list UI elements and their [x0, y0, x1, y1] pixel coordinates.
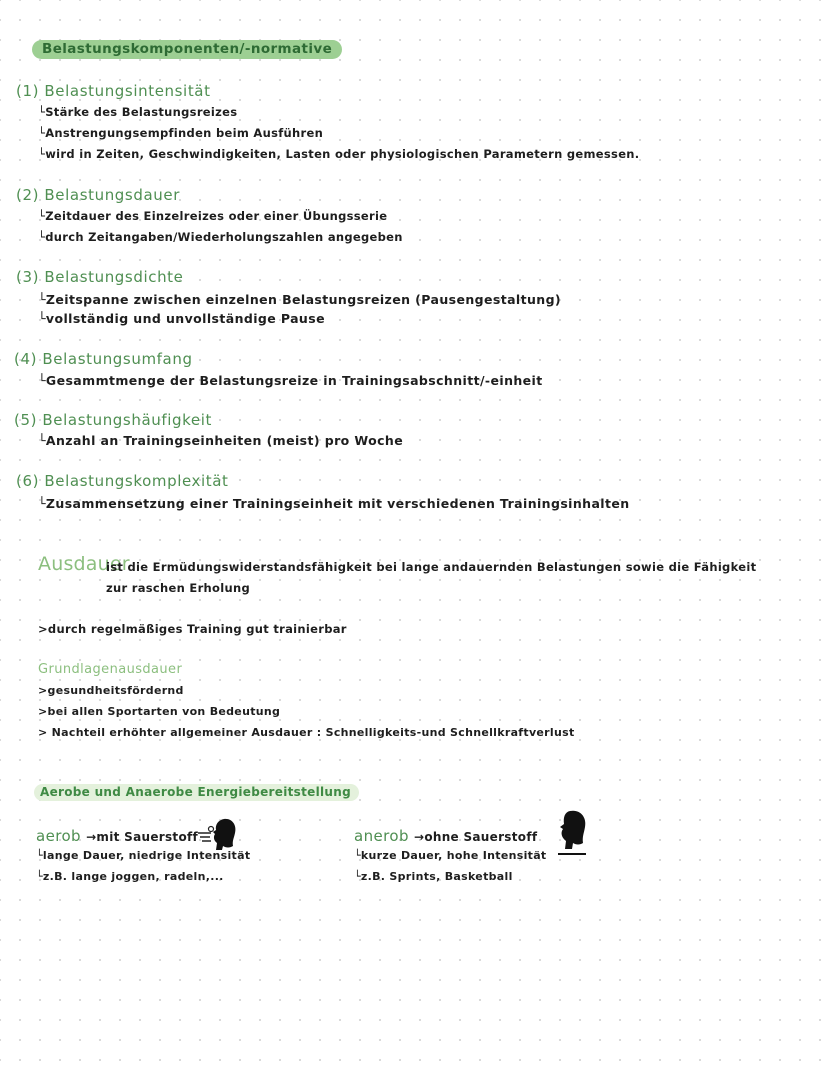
aerob-line-1: └lange Dauer, niedrige Intensität [36, 849, 251, 862]
component-3-heading: (3) Belastungsdichte [16, 268, 184, 286]
component-5-heading: (5) Belastungshäufigkeit [14, 411, 212, 429]
anaerob-line-2: └z.B. Sprints, Basketball [354, 870, 513, 883]
anaerob-heading [354, 826, 537, 845]
ausdauer-definition-line-1: ist die Ermüdungswiderstandsfähigkeit bei lange andauernden Belastungen sowie die Fähigkeit [106, 560, 757, 574]
aerob-label: aerob [36, 827, 81, 845]
component-5-line-1: └Anzahl an Trainingseinheiten (meist) pro Woche [38, 433, 404, 448]
grundlagen-item-2: >bei allen Sportarten von Bedeutung [38, 705, 281, 718]
aerob-line-2: └z.B. lange joggen, radeln,... [36, 870, 224, 883]
component-1-line-2: └Anstrengungsempfinden beim Ausführen [38, 126, 324, 140]
component-1-heading: (1) Belastungsintensität [16, 82, 211, 100]
page-title: Belastungskomponenten/-normative [32, 40, 342, 59]
grundlagen-item-3: > Nachteil erhöhter allgemeiner Ausdauer : Schnelligkeits-und Schnellkraftverlust [38, 726, 575, 739]
component-3-line-2: └vollständig und unvollständige Pause [38, 311, 325, 326]
aerob-heading [36, 826, 198, 845]
component-6-heading: (6) Belastungskomplexität [16, 472, 229, 490]
breathing-face-icon [196, 813, 240, 857]
component-2-line-1: └Zeitdauer des Einzelreizes oder einer Übungsserie [38, 209, 388, 223]
component-2-line-2: └durch Zeitangaben/Wiederholungszahlen angegeben [38, 230, 403, 244]
page-title-wrapper [32, 38, 342, 57]
anaerob-line-1: └kurze Dauer, hohe Intensität [354, 849, 547, 862]
anaerob-label: anerob [354, 827, 409, 845]
ausdauer-definition-line-2: zur raschen Erholung [106, 581, 250, 595]
component-1-line-3: └wird in Zeiten, Geschwindigkeiten, Lasten oder physiologischen Parametern gemessen. [38, 147, 640, 161]
component-1-line-1: └Stärke des Belastungsreizes [38, 105, 238, 119]
holding-breath-face-icon [552, 807, 592, 859]
grundlagen-item-1: >gesundheitsfördernd [38, 684, 184, 697]
component-2-heading: (2) Belastungsdauer [16, 186, 180, 204]
ausdauer-note: >durch regelmäßiges Training gut trainierbar [38, 622, 347, 636]
anaerob-arrow-text: →ohne Sauerstoff [413, 830, 538, 844]
energie-title-wrapper [34, 781, 359, 800]
ausdauer-term: Ausdauer [38, 553, 130, 575]
component-6-line-1: └Zusammensetzung einer Trainingseinheit mit verschiedenen Trainingsinhalten [38, 496, 630, 511]
aerob-arrow-text: →mit Sauerstoff [86, 830, 199, 844]
energie-title: Aerobe und Anaerobe Energiebereitstellung [34, 784, 359, 801]
component-4-line-1: └Gesammtmenge der Belastungsreize in Trainingsabschnitt/-einheit [38, 373, 543, 388]
grundlagen-heading: Grundlagenausdauer [38, 662, 183, 677]
component-3-line-1: └Zeitspanne zwischen einzelnen Belastungsreizen (Pausengestaltung) [38, 292, 562, 307]
component-4-heading: (4) Belastungsumfang [14, 350, 193, 368]
